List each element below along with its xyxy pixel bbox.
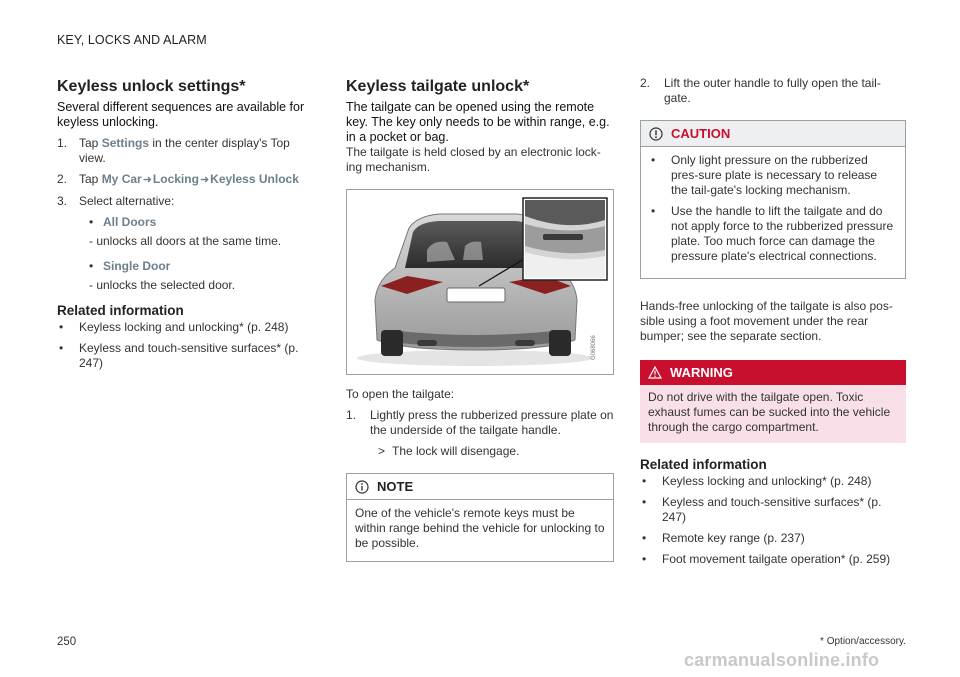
related-link-text[interactable]: Foot movement tailgate operation* (p. 259): [662, 552, 891, 566]
related-link-text[interactable]: Keyless and touch-sensitive surfaces* (p. 247): [79, 341, 299, 370]
handsfree-text: Hands-free unlocking of the tailgate is also pos-sible using a foot movement under the rear bumper; see the separate section.: [640, 299, 893, 343]
step-1: [57, 136, 317, 166]
option-single-door: [89, 259, 317, 274]
keyless-tailgate-unlock-section: [346, 78, 614, 562]
step-text-post: in the center display's Top view.: [79, 136, 290, 165]
page-number: 250: [57, 636, 77, 648]
caution-body: [641, 147, 905, 278]
step-number: 1.: [57, 136, 68, 150]
bullet-icon: •: [642, 495, 647, 509]
menu-settings: Settings: [101, 136, 150, 150]
related-information-heading: Related information: [640, 457, 767, 472]
warning-label: WARNING: [670, 365, 733, 380]
section-heading: Keyless tailgate unlock*: [346, 78, 530, 95]
option-footnote: * Option/accessory.: [820, 636, 906, 647]
step-3: [57, 194, 317, 209]
section-body: The tailgate is held closed by an electronic lock-ing mechanism.: [346, 145, 601, 174]
option-label: All Doors: [103, 215, 157, 229]
car-rear-illustration: [347, 190, 613, 374]
related-link-text[interactable]: Remote key range (p. 237): [662, 531, 805, 545]
menu-locking: Locking: [152, 172, 199, 186]
option-all-doors: [89, 215, 317, 230]
related-link[interactable]: [640, 474, 906, 489]
related-link[interactable]: [640, 552, 906, 567]
note-text: One of the vehicle's remote keys must be within range behind the vehicle for unlocking to be possible.: [355, 506, 605, 550]
open-intro: To open the tailgate:: [346, 387, 455, 401]
related-link[interactable]: [57, 341, 317, 371]
tailgate-continued-section: [640, 76, 906, 573]
step-1: [346, 408, 614, 438]
arrow-right-icon: ➜: [199, 174, 210, 186]
step-text-pre: Tap: [79, 172, 102, 186]
step-text: Lift the outer handle to fully open the tail-gate.: [664, 76, 881, 105]
related-link[interactable]: [640, 495, 906, 525]
figure-code: G068066: [591, 335, 597, 360]
related-link-text[interactable]: Keyless locking and unlocking* (p. 248): [79, 320, 289, 334]
step-2: [57, 172, 317, 188]
bullet-icon: •: [642, 474, 647, 488]
related-link-text[interactable]: Keyless locking and unlocking* (p. 248): [662, 474, 872, 488]
caution-item: [649, 204, 897, 264]
option-description: - unlocks the selected door.: [89, 278, 236, 292]
caution-box: [640, 120, 906, 279]
keyless-unlock-settings-section: [57, 78, 317, 377]
step-text-pre: Tap: [79, 136, 102, 150]
step-text: Lightly press the rubberized pressure plate on the underside of the tailgate handle.: [370, 408, 614, 437]
option-description: - unlocks all doors at the same time.: [89, 234, 282, 248]
step-result: [378, 444, 614, 459]
warning-triangle-icon: [648, 366, 662, 379]
bullet-icon: •: [59, 341, 64, 355]
watermark: carmanualsonline.info: [684, 650, 880, 670]
warning-text: Do not drive with the tailgate open. Toxic exhaust fumes can be sucked into the vehicle through the cargo compartment.: [640, 385, 906, 443]
note-label: NOTE: [377, 479, 414, 494]
warning-box: [640, 360, 906, 443]
running-header: KEY, LOCKS AND ALARM: [57, 33, 207, 47]
bullet-icon: •: [642, 531, 647, 545]
caution-item: [649, 153, 897, 198]
menu-keyless-unlock: Keyless Unlock: [210, 172, 299, 186]
menu-my-car: My Car: [101, 172, 142, 186]
step-text: [79, 136, 317, 166]
option-label: Single Door: [103, 259, 171, 273]
arrow-right-icon: ➜: [142, 174, 152, 186]
step-text: [79, 172, 317, 188]
step-2: [640, 76, 906, 106]
step-number: 2.: [57, 172, 68, 186]
tailgate-figure: [346, 189, 614, 375]
section-lead: Several different sequences are available for keyless unlocking.: [57, 100, 305, 129]
step-number: 2.: [640, 76, 651, 90]
related-link-text[interactable]: Keyless and touch-sensitive surfaces* (p. 247): [662, 495, 882, 524]
step-number: 3.: [57, 194, 68, 208]
exclamation-icon: [649, 127, 663, 141]
caution-item-text: Only light pressure on the rubberized pres-sure plate is necessary to release the tail-gate's locking mechanism.: [671, 153, 878, 197]
related-link[interactable]: [57, 320, 317, 335]
bullet-icon: •: [59, 320, 64, 334]
caution-header: [641, 121, 905, 147]
caution-item-text: Use the handle to lift the tailgate and do not apply force to the rubberized pressure plate. Too much force can damage the pressure plate's electrical connections.: [671, 204, 894, 263]
related-information-heading: Related information: [57, 303, 184, 318]
bullet-icon: •: [651, 204, 656, 218]
bullet-icon: •: [89, 215, 94, 229]
result-text: The lock will disengage.: [392, 444, 520, 458]
step-text: Select alternative:: [79, 194, 175, 208]
bullet-icon: •: [642, 552, 647, 566]
note-header: [347, 474, 613, 500]
step-number: 1.: [346, 408, 357, 422]
bullet-icon: •: [651, 153, 656, 167]
bullet-icon: •: [89, 259, 94, 273]
warning-header: [640, 360, 906, 385]
result-marker: >: [378, 444, 386, 458]
note-box: [346, 473, 614, 562]
related-link[interactable]: [640, 531, 906, 546]
section-heading: Keyless unlock settings*: [57, 78, 246, 95]
section-lead: The tailgate can be opened using the remote key. The key only needs to be within range, e.g. in a pocket or bag.: [346, 100, 610, 144]
caution-label: CAUTION: [671, 126, 731, 141]
info-icon: [355, 480, 369, 494]
